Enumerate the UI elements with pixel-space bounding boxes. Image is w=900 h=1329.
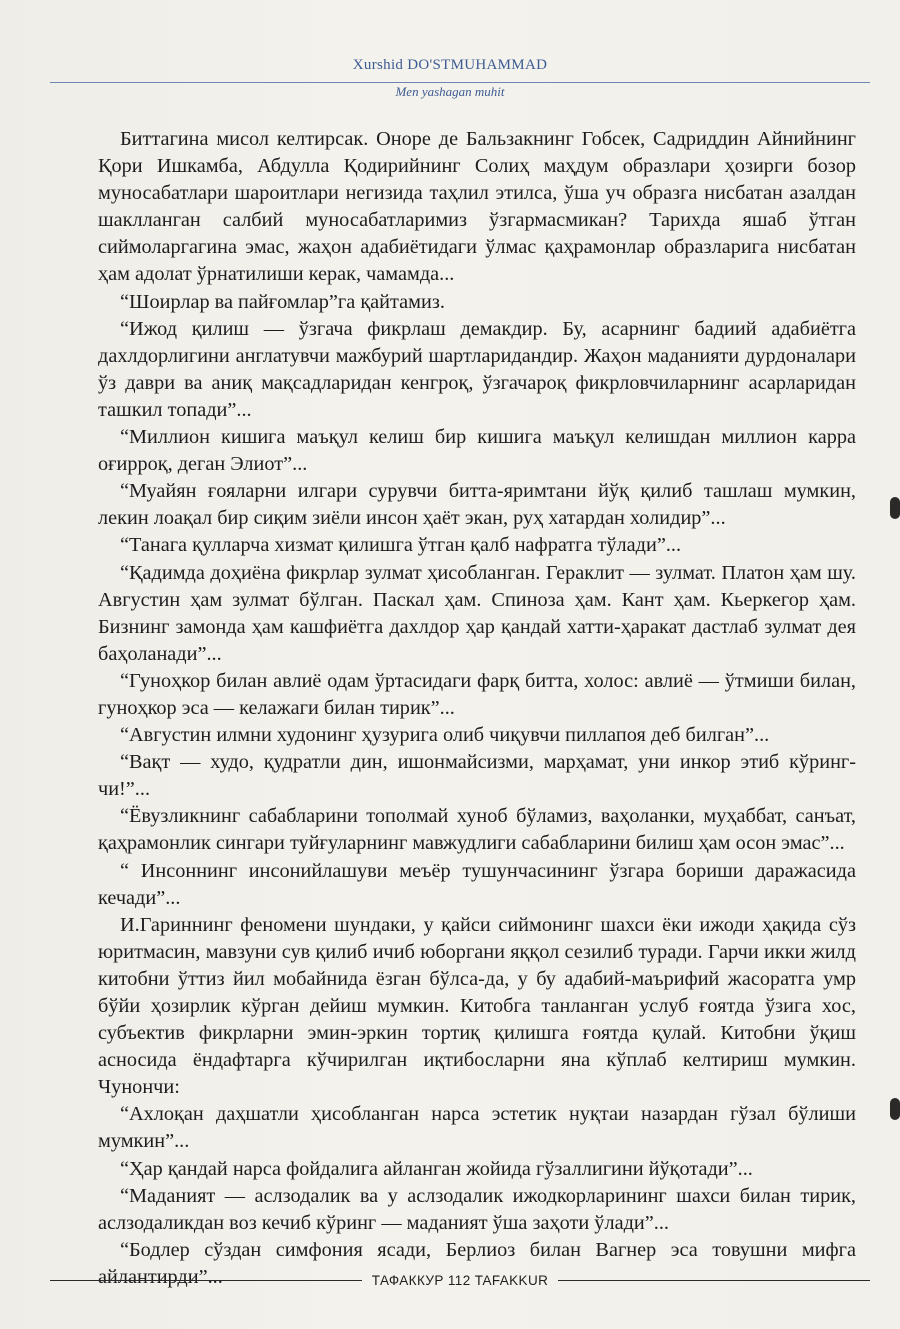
paragraph: “Муайян ғояларни илгари сурувчи битта-яримтани йўқ қилиб ташлаш мумкин, лекин лоақал бир сиқим зиёли инсон ҳаёт экан, руҳ хатардан холидир”... — [98, 480, 856, 530]
paragraph: “Вақт — худо, қудратли дин, ишонмайсизми, марҳамат, уни инкор этиб кўринг-чи!”... — [98, 751, 856, 801]
paragraph: “ Инсоннинг инсонийлашуви меъёр тушунчасининг ўзгара бориши даражасида кечади”... — [98, 859, 856, 909]
paragraph: “Шоирлар ва пайғомлар”га қайтамиз. — [120, 290, 445, 313]
paragraph: “Ахлоқан даҳшатли ҳисобланган нарса эстетик нуқтаи назардан гўзал бўлиши мумкин”... — [98, 1103, 856, 1153]
paragraph: “Ёвузликнинг сабабларини тополмай хуноб бўламиз, ваҳоланки, муҳаббат, санъат, қаҳрамонлик сингари туйғуларнинг мавжудлиги сабабларини билиш ҳам осон эмас”... — [98, 805, 856, 855]
header-rule — [50, 82, 870, 83]
footer-right-word: TAFAKKUR — [474, 1272, 549, 1288]
running-footer — [50, 1270, 870, 1290]
paragraph: “Қадимда доҳиёна фикрлар зулмат ҳисобланган. Гераклит — зулмат. Платон ҳам шу. Августин ҳам зулмат бўлган. Паскал ҳам. Спиноза ҳам. Кант ҳам. Кьеркегор ҳам. Бизнинг замонда ҳам кашфиётга дахлдор ҳар қандай хатти-ҳаракат дастлаб зулмат дея баҳоланади”... — [98, 561, 856, 665]
paragraph: “Маданият — аслзодалик ва у аслзодалик ижодкорларининг шахси билан тирик, аслзодаликдан воз кечиб кўринг — маданият ўша заҳоти ўлади”... — [98, 1184, 856, 1234]
running-header — [0, 56, 900, 74]
footer-rule-left — [50, 1280, 362, 1281]
paragraph: И.Гариннинг феномени шундаки, у қайси сиймонинг шахси ёки ижоди ҳақида сўз юритмасин, мавзуни сув қилиб ичиб юборгани яққол сезилиб туради. Гарчи икки жилд китобни ўттиз йил мобайнида ёзган бўлса-да, у бу адабий-маърифий жасоратга умр бўйи ҳозирлик кўрган дейиш мумкин. Китобга танланган услуб ғоятда ўзига хос, субъектив фикрларни эмин-эркин тортиқ қилишга ғоятда қулай. Китобни ўқиш асносида ёндафтарга кўчирилган иқтибосларни яна кўплаб келтириш мумкин. Чунончи: — [98, 913, 856, 1099]
article-body — [98, 126, 856, 1291]
paragraph: “Миллион кишига маъқул келиш бир кишига маъқул келишдан миллион карра оғирроқ, деган Элиот”... — [98, 426, 856, 476]
paragraph: “Ижод қилиш — ўзгача фикрлаш демакдир. Бу, асарнинг бадиий адабиётга дахлдорлигини англатувчи мажбурий шартларидандир. Жаҳон маданияти дурдоналари ўз даври ва аниқ мақсадларидан кенгроқ, ўзгачароқ фикрловчиларнинг асарларидан ташкил топади”... — [98, 317, 856, 421]
footer-label — [362, 1273, 559, 1288]
paragraph: “Августин илмни худонинг ҳузурига олиб чиқувчи пиллапоя деб билган”... — [120, 724, 770, 747]
paragraph: “Бодлер сўздан симфония ясади, Берлиоз билан Вагнер эса товушни мифга айлантирди”... — [98, 1238, 856, 1288]
page-number: 112 — [447, 1272, 471, 1288]
paragraph: “Танага қулларча хизмат қилишга ўтган қалб нафратга тўлади”... — [120, 534, 682, 557]
binding-hole — [890, 1098, 900, 1120]
header-author: Xurshid DO'STMUHAMMAD — [352, 57, 548, 73]
paragraph: Биттагина мисол келтирсак. Оноре де Бальзакнинг Гобсек, Садриддин Айнийнинг Қори Ишкамба, Абдулла Қодирийнинг Солиҳ маҳдум образлари ҳозирги бозор муносабатлари шароитлари негизида таҳлил этилса, ўша уч образга нисбатан азалдан шаклланган салбий муносабатларимиз ўзгармасмикан? Тарихда яшаб ўтган сиймоларгагина эмас, жаҳон адабиётидаги ўлмас қаҳрамонлар образларига нисбатан ҳам адолат ўрнатилиши керак, чамамда... — [98, 128, 856, 286]
header-subtitle: Men yashagan muhit — [395, 84, 505, 99]
binding-hole — [890, 497, 900, 519]
footer-rule-right — [558, 1280, 870, 1281]
footer-left-word: ТАФАККУР — [371, 1272, 444, 1288]
paragraph: “Гуноҳкор билан авлиё одам ўртасидаги фарқ битта, холос: авлиё — ўтмиши билан, гуноҳкор эса — келажаги билан тирик”... — [98, 669, 856, 719]
paragraph: “Ҳар қандай нарса фойдалига айланган жойида гўзаллигини йўқотади”... — [120, 1157, 753, 1180]
